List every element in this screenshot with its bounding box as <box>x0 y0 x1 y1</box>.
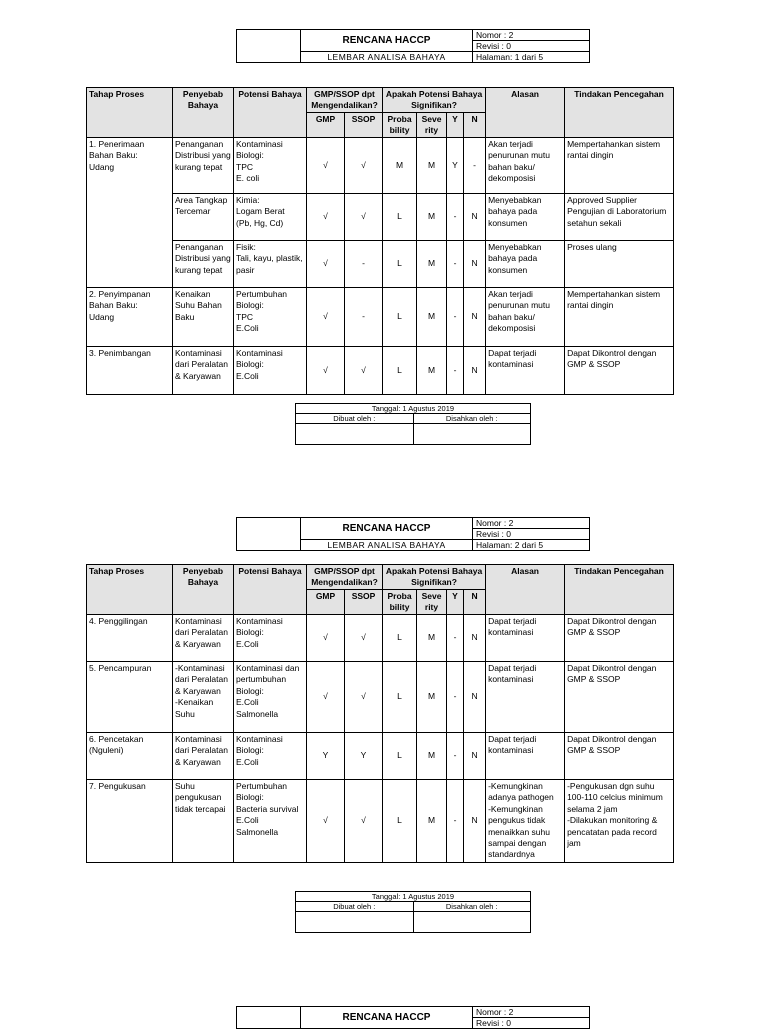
table-row <box>87 241 674 288</box>
dibuat-signature-field <box>296 424 414 445</box>
cell-proba: L <box>383 288 417 347</box>
disahkan-signature-field <box>413 912 531 933</box>
document-subtitle: LEMBAR ANALISA BAHAYA <box>301 52 473 63</box>
disahkan-label: Disahkan oleh : <box>413 902 531 912</box>
cell-ssop: √ <box>345 780 383 863</box>
table-row <box>87 780 674 863</box>
cell-potensi: Kontaminasi Biologi: E.Coli <box>234 733 307 780</box>
col-alasan: Alasan <box>486 88 565 138</box>
cell-seve: M <box>417 241 447 288</box>
cell-alasan: Dapat terjadi kontaminasi <box>486 615 565 662</box>
nomor-label: Nomor : 2 <box>473 518 590 529</box>
cell-tahap: 7. Pengukusan <box>87 780 173 863</box>
cell-tindakan: Approved Supplier Pengujian di Laboratorium setahun sekali <box>565 194 674 241</box>
cell-seve: M <box>417 615 447 662</box>
col-ssop: SSOP <box>345 113 383 138</box>
cell-seve: M <box>417 662 447 733</box>
cell-proba: L <box>383 780 417 863</box>
table-row <box>87 733 674 780</box>
document-title: RENCANA HACCP <box>301 1007 473 1029</box>
col-gmp: GMP <box>307 590 345 615</box>
cell-tindakan: Dapat Dikontrol dengan GMP & SSOP <box>565 662 674 733</box>
col-signifikan: Apakah Potensi Bahaya Signifikan? <box>383 88 486 113</box>
cell-penyebab: Area Tangkap Tercemar <box>173 194 234 241</box>
cell-potensi: Fisik: Tali, kayu, plastik, pasir <box>234 241 307 288</box>
cell-gmp: √ <box>307 194 345 241</box>
tanggal-label: Tanggal: 1 Agustus 2019 <box>296 404 531 414</box>
col-y: Y <box>447 113 464 138</box>
cell-tahap: 1. Penerimaan Bahan Baku: Udang <box>87 138 173 288</box>
cell-seve: M <box>417 194 447 241</box>
cell-ssop: Y <box>345 733 383 780</box>
cell-gmp: Y <box>307 733 345 780</box>
cell-tahap: 4. Penggilingan <box>87 615 173 662</box>
cell-potensi: Kontaminasi Biologi: TPC E. coli <box>234 138 307 194</box>
cell-y: - <box>447 662 464 733</box>
disahkan-signature-field <box>413 424 531 445</box>
cell-n: N <box>464 780 486 863</box>
tanggal-label: Tanggal: 1 Agustus 2019 <box>296 892 531 902</box>
halaman-label: Halaman: 2 dari 5 <box>473 540 590 551</box>
signature-box-page1 <box>295 403 531 445</box>
cell-proba: L <box>383 662 417 733</box>
cell-tahap: 5. Pencampuran <box>87 662 173 733</box>
cell-penyebab: Kontaminasi dari Peralatan & Karyawan <box>173 347 234 395</box>
cell-gmp: √ <box>307 662 345 733</box>
cell-alasan: -Kemungkinan adanya pathogen -Kemungkinan pengukus tidak menaikkan suhu sampai dengan standardnya <box>486 780 565 863</box>
cell-tindakan: -Pengukusan dgn suhu 100-110 celcius minimum selama 2 jam -Dilakukan monitoring & pencatatan pada record jam <box>565 780 674 863</box>
cell-potensi: Kimia: Logam Berat (Pb, Hg, Cd) <box>234 194 307 241</box>
cell-ssop: √ <box>345 138 383 194</box>
cell-y: - <box>447 780 464 863</box>
cell-penyebab: Kenaikan Suhu Bahan Baku <box>173 288 234 347</box>
cell-n: N <box>464 347 486 395</box>
cell-penyebab: -Kontaminasi dari Peralatan & Karyawan -Kenaikan Suhu <box>173 662 234 733</box>
document-subtitle: LEMBAR ANALISA BAHAYA <box>301 540 473 551</box>
cell-n: N <box>464 241 486 288</box>
cell-potensi: Pertumbuhan Biologi: TPC E.Coli <box>234 288 307 347</box>
cell-tindakan: Mempertahankan sistem rantai dingin <box>565 288 674 347</box>
col-gmp: GMP <box>307 113 345 138</box>
cell-tindakan: Mempertahankan sistem rantai dingin <box>565 138 674 194</box>
table-row <box>87 194 674 241</box>
cell-alasan: Dapat terjadi kontaminasi <box>486 662 565 733</box>
dibuat-label: Dibuat oleh : <box>296 902 414 912</box>
cell-seve: M <box>417 347 447 395</box>
cell-proba: L <box>383 241 417 288</box>
col-n: N <box>464 113 486 138</box>
cell-potensi: Kontaminasi dan pertumbuhan Biologi: E.Coli Salmonella <box>234 662 307 733</box>
col-tahap: Tahap Proses <box>87 88 173 138</box>
table-row <box>87 347 674 395</box>
dibuat-signature-field <box>296 912 414 933</box>
header-box-page3 <box>236 1006 590 1029</box>
cell-seve: M <box>417 138 447 194</box>
cell-tindakan: Dapat Dikontrol dengan GMP & SSOP <box>565 347 674 395</box>
cell-ssop: √ <box>345 347 383 395</box>
cell-n: N <box>464 662 486 733</box>
cell-y: - <box>447 733 464 780</box>
cell-proba: M <box>383 138 417 194</box>
cell-tindakan: Dapat Dikontrol dengan GMP & SSOP <box>565 733 674 780</box>
col-tindakan: Tindakan Pencegahan <box>565 565 674 615</box>
cell-gmp: √ <box>307 615 345 662</box>
col-proba: Proba bility <box>383 590 417 615</box>
cell-ssop: √ <box>345 615 383 662</box>
col-potensi: Potensi Bahaya <box>234 88 307 138</box>
cell-penyebab: Suhu pengukusan tidak tercapai <box>173 780 234 863</box>
col-gmp-ssop: GMP/SSOP dpt Mengendalikan? <box>307 88 383 113</box>
col-tindakan: Tindakan Pencegahan <box>565 88 674 138</box>
cell-y: - <box>447 615 464 662</box>
cell-gmp: √ <box>307 138 345 194</box>
cell-n: N <box>464 615 486 662</box>
col-penyebab: Penyebab Bahaya <box>173 565 234 615</box>
cell-potensi: Pertumbuhan Biologi: Bacteria survival E.Coli Salmonella <box>234 780 307 863</box>
cell-potensi: Kontaminasi Biologi: E.Coli <box>234 615 307 662</box>
col-penyebab: Penyebab Bahaya <box>173 88 234 138</box>
halaman-label: Halaman: 1 dari 5 <box>473 52 590 63</box>
col-alasan: Alasan <box>486 565 565 615</box>
col-y: Y <box>447 590 464 615</box>
col-gmp-ssop: GMP/SSOP dpt Mengendalikan? <box>307 565 383 590</box>
col-potensi: Potensi Bahaya <box>234 565 307 615</box>
disahkan-label: Disahkan oleh : <box>413 414 531 424</box>
cell-gmp: √ <box>307 241 345 288</box>
hazard-analysis-table-page2 <box>86 564 674 863</box>
revisi-label: Revisi : 0 <box>473 529 590 540</box>
logo-cell <box>237 30 301 63</box>
revisi-label: Revisi : 0 <box>473 1018 590 1029</box>
col-seve: Seve rity <box>417 590 447 615</box>
logo-cell <box>237 1007 301 1029</box>
cell-n: - <box>464 138 486 194</box>
cell-tindakan: Proses ulang <box>565 241 674 288</box>
revisi-label: Revisi : 0 <box>473 41 590 52</box>
cell-penyebab: Penanganan Distribusi yang kurang tepat <box>173 241 234 288</box>
col-signifikan: Apakah Potensi Bahaya Signifikan? <box>383 565 486 590</box>
cell-potensi: Kontaminasi Biologi: E.Coli <box>234 347 307 395</box>
logo-cell <box>237 518 301 551</box>
cell-y: - <box>447 241 464 288</box>
table-row <box>87 662 674 733</box>
nomor-label: Nomor : 2 <box>473 1007 590 1018</box>
table-row <box>87 138 674 194</box>
cell-gmp: √ <box>307 288 345 347</box>
cell-alasan: Dapat terjadi kontaminasi <box>486 733 565 780</box>
table-row <box>87 288 674 347</box>
cell-penyebab: Kontaminasi dari Peralatan & Karyawan <box>173 733 234 780</box>
cell-alasan: Akan terjadi penurunan mutu bahan baku/ dekomposisi <box>486 138 565 194</box>
col-tahap: Tahap Proses <box>87 565 173 615</box>
cell-alasan: Dapat terjadi kontaminasi <box>486 347 565 395</box>
cell-gmp: √ <box>307 780 345 863</box>
cell-tahap: 2. Penyimpanan Bahan Baku: Udang <box>87 288 173 347</box>
dibuat-label: Dibuat oleh : <box>296 414 414 424</box>
cell-seve: M <box>417 288 447 347</box>
cell-tindakan: Dapat Dikontrol dengan GMP & SSOP <box>565 615 674 662</box>
cell-n: N <box>464 288 486 347</box>
cell-alasan: Akan terjadi penurunan mutu bahan baku/ dekomposisi <box>486 288 565 347</box>
cell-gmp: √ <box>307 347 345 395</box>
hazard-analysis-table-page1 <box>86 87 674 395</box>
cell-n: N <box>464 194 486 241</box>
document-title: RENCANA HACCP <box>301 30 473 52</box>
cell-seve: M <box>417 780 447 863</box>
cell-tahap: 6. Pencetakan (Nguleni) <box>87 733 173 780</box>
header-box-page2 <box>236 517 590 551</box>
cell-proba: L <box>383 615 417 662</box>
cell-ssop: √ <box>345 662 383 733</box>
cell-y: Y <box>447 138 464 194</box>
col-seve: Seve rity <box>417 113 447 138</box>
table-row <box>87 615 674 662</box>
cell-ssop: - <box>345 241 383 288</box>
nomor-label: Nomor : 2 <box>473 30 590 41</box>
col-ssop: SSOP <box>345 590 383 615</box>
cell-ssop: - <box>345 288 383 347</box>
cell-y: - <box>447 347 464 395</box>
document-title: RENCANA HACCP <box>301 518 473 540</box>
cell-penyebab: Kontaminasi dari Peralatan & Karyawan <box>173 615 234 662</box>
cell-tahap: 3. Penimbangan <box>87 347 173 395</box>
cell-y: - <box>447 194 464 241</box>
cell-proba: L <box>383 733 417 780</box>
signature-box-page2 <box>295 891 531 933</box>
col-proba: Proba bility <box>383 113 417 138</box>
cell-n: N <box>464 733 486 780</box>
cell-proba: L <box>383 194 417 241</box>
cell-proba: L <box>383 347 417 395</box>
cell-penyebab: Penanganan Distribusi yang kurang tepat <box>173 138 234 194</box>
col-n: N <box>464 590 486 615</box>
cell-seve: M <box>417 733 447 780</box>
header-box-page1 <box>236 29 590 63</box>
cell-alasan: Menyebabkan bahaya pada konsumen <box>486 194 565 241</box>
cell-alasan: Menyebabkan bahaya pada konsumen <box>486 241 565 288</box>
cell-ssop: √ <box>345 194 383 241</box>
cell-y: - <box>447 288 464 347</box>
